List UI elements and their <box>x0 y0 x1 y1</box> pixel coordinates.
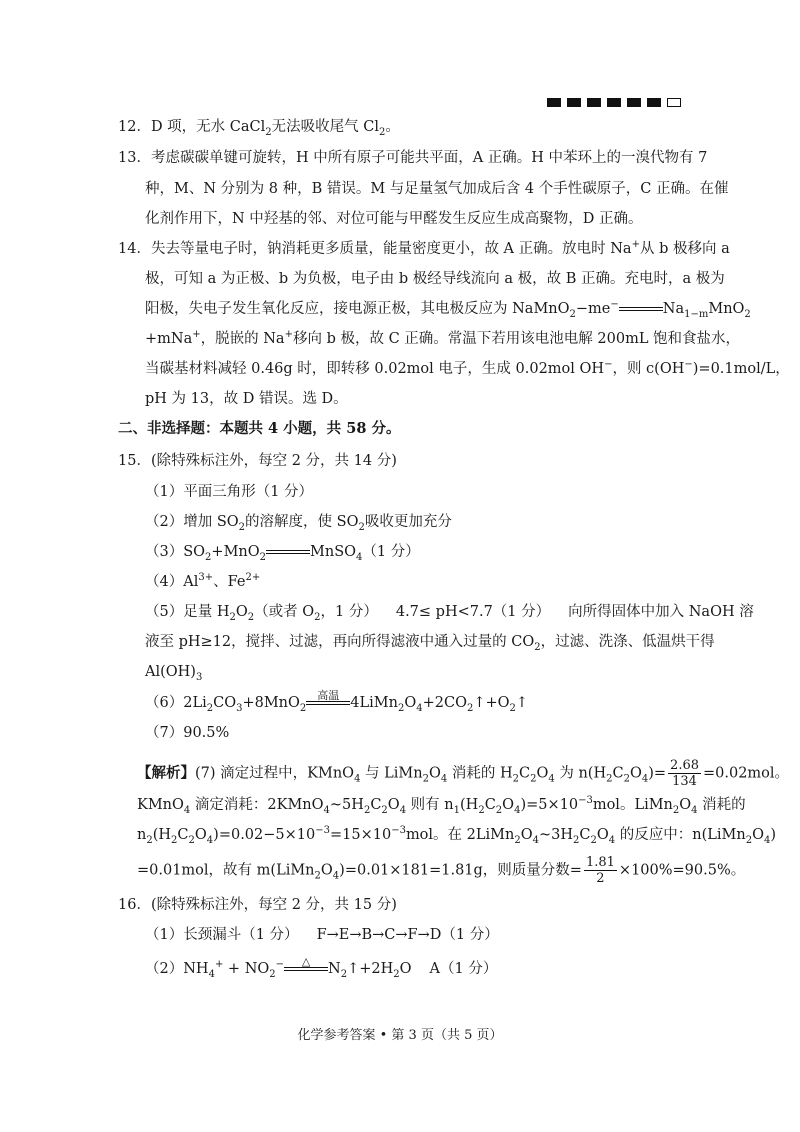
q15-answer-5-cont2: $Al(OH)_3$ <box>145 664 203 683</box>
q15-answer-3: $(3)SO_2+MnO_2$ MnSO$_4$（1 分） <box>145 544 420 563</box>
analysis-line-1: 【解析】(7) 滴定过程中，KMnO$_4$ 与 $LiMn_2O_4$ 消耗的 $H_2C_2O_4$ 为 $n(H_2C_2O_4)=$ $\frac{2.68}{134}$ =0.02mol。 <box>137 758 790 789</box>
q14-line-5: 当碳基材料减轻 0.46g 时，即转移 0.02mol 电子，生成 0.02mol OH−，则 c(OH−)=0.1mol/L， <box>145 359 790 377</box>
section-heading: 二、非选择题：本题共 4 小题，共 58 分。 <box>118 420 401 437</box>
q14-line-2: 极，可知 a 为正极、b 为负极，电子由 b 极经导线流向 a 极，故 B 正确。充电时，a 极为 <box>145 271 725 287</box>
page-footer: 化学参考答案 • 第 3 页（共 5 页） <box>297 1028 503 1043</box>
page-progress-marks <box>547 98 681 108</box>
q15-answer-4: $(4)Al^{3+}$、$Fe^{2+}$ <box>145 572 261 590</box>
analysis-line-2: KMnO$_4$ 滴定消耗：$2KMnO_4\sim 5H_2C_2O_4$ 则有 $n_1(H_2C_2O_4)=5\times 10^{-3}mol$。$LiMn_2O_4$ 消耗的 <box>137 795 746 816</box>
reaction-arrow: △ <box>284 964 328 974</box>
q15-answer-5: （5）足量 $H_2O_2$（或者 $O_2$，1 分） 4.7≤ pH<7.7（1 分） 向所得固体中加入 NaOH 溶 <box>145 604 754 623</box>
progress-mark-filled <box>567 98 581 107</box>
reaction-arrow: 高温 <box>306 698 350 708</box>
progress-mark-filled <box>627 98 641 107</box>
q12-line: 12．D 项，无水 CaCl$_2$无法吸收尾气 $Cl_2$。 <box>118 119 400 138</box>
q14-line-4: +mNa+，脱嵌的 Na+移向 b 极，故 C 正确。常温下若用该电池电解 200mL 饱和食盐水， <box>145 329 741 347</box>
equals-arrow <box>619 304 663 314</box>
q15-answer-2: （2）增加 $SO_2$的溶解度，使 $SO_2$吸收更加充分 <box>145 514 452 533</box>
q15-answer-1: （1）平面三角形（1 分） <box>145 484 314 500</box>
q14-line-6: pH 为 13，故 D 错误。选 D。 <box>145 391 348 407</box>
fraction: $\frac{1.81}{2}$ <box>585 855 615 886</box>
fraction: $\frac{2.68}{134}$ <box>670 758 699 789</box>
progress-mark-filled <box>587 98 601 107</box>
q16-heading: 16．(除特殊标注外，每空 2 分，共 15 分) <box>118 897 397 913</box>
q13-line-1: 13．考虑碳碳单键可旋转，H 中所有原子可能共平面，A 正确。H 中苯环上的一溴代物有 7 <box>118 150 708 166</box>
q13-line-2: 种，M、N 分别为 8 种，B 错误。M 与足量氢气加成后含 4 个手性碳原子，C 正确。在催 <box>145 181 729 197</box>
progress-mark-empty <box>667 98 681 107</box>
q14-line-1: 14．失去等量电子时，钠消耗更多质量，能量密度更小，故 A 正确。放电时 Na+从 b 极移向 a <box>118 239 730 257</box>
analysis-line-3: $n_2(H_2C_2O_4)=0.02-5\times 10^{-3}=15\times 10^{-3}mol$。在 $2LiMn_2O_4\sim 3H_2C_2O_4$ 的反应中：$n(LiMn_2O_4)$ <box>137 825 777 846</box>
q13-line-3: 化剂作用下，N 中羟基的邻、对位可能与甲醛发生反应生成高聚物，D 正确。 <box>145 211 643 227</box>
q15-answer-6: $(6)2Li_2CO_3+8MnO_2$ 高温 $4LiMn_2O_4+2CO_2↑+O_2↑$ <box>145 689 529 714</box>
progress-mark-filled <box>547 98 561 107</box>
q14-line-3: 阳极，失电子发生氧化反应，接电源正极，其电极反应为 NaMnO$_2$−me− $Na_{1-m}MnO_2$ <box>145 299 751 320</box>
q15-answer-5-cont: 液至 pH≥12，搅拌、过滤，再向所得滤液中通入过量的 $CO_2$，过滤、洗涤、低温烘干得 <box>145 634 715 653</box>
equals-arrow <box>266 547 310 557</box>
q15-answer-7: （7）90.5% <box>145 725 230 741</box>
progress-mark-filled <box>647 98 661 107</box>
analysis-line-4: =0.01mol，故有 $m(LiMn_2O_4)=0.01\times 181=1.81g$，则质量分数= $\frac{1.81}{2}$ ×100%=90.5%。 <box>137 855 746 886</box>
q16-answer-1: （1）长颈漏斗（1 分） F→E→B→C→F→D（1 分） <box>145 927 499 943</box>
q15-heading: 15．(除特殊标注外，每空 2 分，共 14 分) <box>118 453 397 469</box>
progress-mark-filled <box>607 98 621 107</box>
q16-answer-2: $(2)NH_4^+ + NO_2^-$ △ $N_2↑+2H_2O$ A（1 分） <box>145 955 498 980</box>
